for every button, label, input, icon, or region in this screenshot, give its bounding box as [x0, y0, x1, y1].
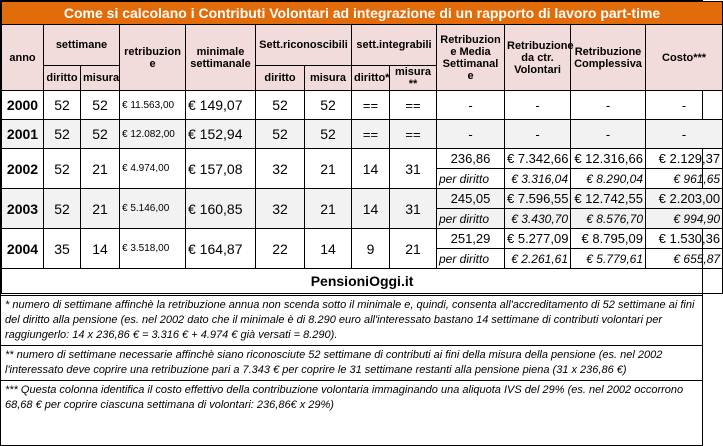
settimane-diritto-cell: 52 [44, 120, 81, 149]
per-diritto-label: per diritto [437, 249, 505, 269]
table-title: Come si calcolano i Contributi Volontari ad integrazione di un rapporto di lavoro part-time [2, 2, 723, 25]
integrabili-diritto-cell: 9 [352, 229, 390, 269]
settimane-misura-cell: 52 [81, 91, 120, 120]
minimale-cell: € 149,07 [186, 91, 256, 120]
riconoscibili-misura-cell: 52 [305, 91, 352, 120]
footnote-diritto: * numero di settimane affinchè la retribuzione annua non scenda sotto il minimale e, quindi, consenta all'accreditamento di 52 settimane ai fini del diritto alla pensione (es. nel 2002 dato che il minimale è di 8.290 euro all'interessato bastano 14 settimane di contributi volontari per raggiungerlo: 14 x 236,86 € = 3.316 € + 4.974 € già versati = 8.290). [1, 295, 702, 345]
header-retribuzione-media: Retribuzion e Media Settimanal e [437, 25, 505, 91]
costo-cell: - [646, 91, 723, 120]
header-sett-riconoscibili: Sett.riconoscibili [256, 25, 352, 66]
costo-cell: € 2.203,00 [646, 189, 723, 209]
year-cell: 2002 [2, 149, 44, 189]
header-settimane: settimane [44, 25, 120, 66]
header-integrabili-diritto: diritto* [352, 66, 390, 91]
header-retribuzione-volontari: Retribuzione da ctr. Volontari [505, 25, 571, 91]
per-diritto-label: per diritto [437, 169, 505, 189]
complessiva-cell: € 12.316,66 [571, 149, 646, 169]
retribuzione-cell: € 5.146,00 [120, 189, 186, 229]
sub-costo-cell: € 961,65 [646, 169, 723, 189]
table-row [2, 91, 723, 120]
year-cell: 2003 [2, 189, 44, 229]
retribuzione-cell: € 11.563,00 [120, 91, 186, 120]
settimane-diritto-cell: 52 [44, 149, 81, 189]
header-retribuzione: retribuzion e [120, 25, 186, 91]
volontari-cell: - [505, 91, 571, 120]
riconoscibili-diritto-cell: 32 [256, 149, 305, 189]
year-cell: 2004 [2, 229, 44, 269]
header-riconoscibili-diritto: diritto [256, 66, 305, 91]
settimane-misura-cell: 21 [81, 149, 120, 189]
per-diritto-label: per diritto [437, 209, 505, 229]
settimane-diritto-cell: 52 [44, 189, 81, 229]
minimale-cell: € 157,08 [186, 149, 256, 189]
complessiva-cell: € 12.742,55 [571, 189, 646, 209]
header-riconoscibili-misura: misura [305, 66, 352, 91]
sub-costo-cell: € 655,87 [646, 249, 723, 269]
contributions-table [1, 1, 723, 294]
header-settimane-misura: misura [81, 66, 120, 91]
table-row [2, 149, 723, 169]
retribuzione-cell: € 12.082,00 [120, 120, 186, 149]
sub-volontari-cell: € 3.430,70 [505, 209, 571, 229]
costo-cell: - [646, 120, 723, 149]
brand-label: PensioniOggi.it [2, 269, 723, 294]
header-costo: Costo*** [646, 25, 723, 91]
complessiva-cell: - [571, 120, 646, 149]
retribuzione-cell: € 4.974,00 [120, 149, 186, 189]
header-retribuzione-complessiva: Retribuzione Complessiva [571, 25, 646, 91]
settimane-misura-cell: 14 [81, 229, 120, 269]
minimale-cell: € 152,94 [186, 120, 256, 149]
integrabili-diritto-cell: 14 [352, 189, 390, 229]
settimane-misura-cell: 21 [81, 189, 120, 229]
riconoscibili-misura-cell: 21 [305, 149, 352, 189]
complessiva-cell: € 8.795,09 [571, 229, 646, 249]
media-cell: 236,86 [437, 149, 505, 169]
costo-cell: € 1.530,36 [646, 229, 723, 249]
header-settimane-diritto: diritto [44, 66, 81, 91]
volontari-cell: - [505, 120, 571, 149]
sub-volontari-cell: € 3.316,04 [505, 169, 571, 189]
volontari-cell: € 7.596,55 [505, 189, 571, 209]
sub-volontari-cell: € 2.261,61 [505, 249, 571, 269]
minimale-cell: € 164,87 [186, 229, 256, 269]
table-row [2, 189, 723, 209]
sub-complessiva-cell: € 8.290,04 [571, 169, 646, 189]
integrabili-misura-cell: == [390, 91, 437, 120]
retribuzione-cell: € 3.518,00 [120, 229, 186, 269]
settimane-diritto-cell: 35 [44, 229, 81, 269]
table-row [2, 229, 723, 249]
sub-costo-cell: € 994,90 [646, 209, 723, 229]
footnote-costo: *** Questa colonna identifica il costo effettivo della contribuzione volontaria immaginando una aliquota IVS del 29% (es. nel 2002 occorrono 68,68 € per coprire ciascuna settimana di volontari: 236,86€ x 29%) [1, 380, 702, 415]
integrabili-misura-cell: == [390, 120, 437, 149]
footnote-misura: ** numero di settimane necessarie affinchè siano riconosciute 52 settimane di contributi ai fini della misura della pensione (es. nel 2002 l'interessato deve coprire una retribuzione pari a 7.343 € per coprire le 31 settimane restanti alla pensione piena (31 x 236,86 €) [1, 345, 702, 380]
year-cell: 2000 [2, 91, 44, 120]
riconoscibili-diritto-cell: 52 [256, 91, 305, 120]
costo-cell: € 2.129,37 [646, 149, 723, 169]
minimale-cell: € 160,85 [186, 189, 256, 229]
riconoscibili-misura-cell: 52 [305, 120, 352, 149]
riconoscibili-diritto-cell: 22 [256, 229, 305, 269]
volontari-cell: € 5.277,09 [505, 229, 571, 249]
settimane-diritto-cell: 52 [44, 91, 81, 120]
integrabili-diritto-cell: == [352, 120, 390, 149]
integrabili-misura-cell: 31 [390, 189, 437, 229]
header-sett-integrabili: sett.integrabili [352, 25, 437, 66]
footnotes [1, 295, 702, 415]
media-cell: 251,29 [437, 229, 505, 249]
volontari-cell: € 7.342,66 [505, 149, 571, 169]
header-integrabili-misura: misura ** [390, 66, 437, 91]
sub-complessiva-cell: € 5.779,61 [571, 249, 646, 269]
integrabili-misura-cell: 21 [390, 229, 437, 269]
integrabili-misura-cell: 31 [390, 149, 437, 189]
complessiva-cell: - [571, 91, 646, 120]
sub-complessiva-cell: € 8.576,70 [571, 209, 646, 229]
media-cell: - [437, 120, 505, 149]
riconoscibili-diritto-cell: 52 [256, 120, 305, 149]
header-anno: anno [2, 25, 44, 91]
riconoscibili-diritto-cell: 32 [256, 189, 305, 229]
riconoscibili-misura-cell: 21 [305, 189, 352, 229]
media-cell: 245,05 [437, 189, 505, 209]
integrabili-diritto-cell: == [352, 91, 390, 120]
settimane-misura-cell: 52 [81, 120, 120, 149]
year-cell: 2001 [2, 120, 44, 149]
header-minimale: minimale settimanale [186, 25, 256, 91]
media-cell: - [437, 91, 505, 120]
integrabili-diritto-cell: 14 [352, 149, 390, 189]
riconoscibili-misura-cell: 14 [305, 229, 352, 269]
table-row [2, 120, 723, 149]
